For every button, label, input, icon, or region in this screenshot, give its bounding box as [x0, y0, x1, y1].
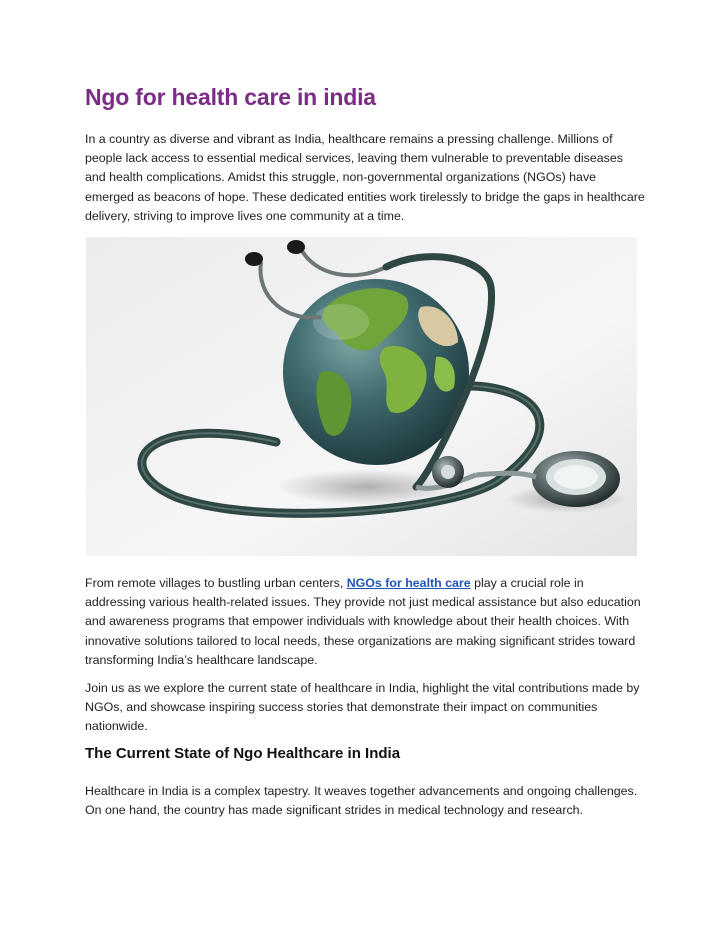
hero-image	[86, 237, 637, 556]
explore-paragraph: Join us as we explore the current state of healthcare in India, highlight the vital contributions made by NGOs, and showcase inspiring success stories that demonstrate their impact on communities nationwide.	[85, 681, 640, 734]
section-heading: The Current State of Ngo Healthcare in India	[85, 745, 401, 762]
para2-text-before: From remote villages to bustling urban centers,	[85, 576, 347, 590]
intro-paragraph: In a country as diverse and vibrant as India, healthcare remains a pressing challenge. Millions of people lack access to essential medical services, leaving them vulnerable to preventable diseases and health complications. Amidst this struggle, non-governmental organizations (NGOs) have emerged as beacons of hope. These dedicated entities work tirelessly to bridge the gaps in healthcare delivery, striving to improve lives one community at a time.	[85, 132, 645, 223]
current-state-paragraph: Healthcare in India is a complex tapestry. It weaves together advancements and ongoing challenges. On one hand, the country has made significant strides in medical technology and research.	[85, 784, 638, 818]
globe-stethoscope-icon	[86, 237, 637, 556]
ngos-for-health-care-link[interactable]: NGOs for health care	[346, 576, 471, 590]
page-title: Ngo for health care in india	[85, 84, 376, 110]
ngo-role-paragraph	[85, 574, 645, 670]
para2-text-after: play a crucial role in addressing various health-related issues. They provide not just medical assistance but also education and awareness programs that empower individuals with knowledge about their health choices. With innovative solutions tailored to local needs, these organizations are making significant strides toward transforming India’s healthcare landscape.	[85, 576, 641, 667]
